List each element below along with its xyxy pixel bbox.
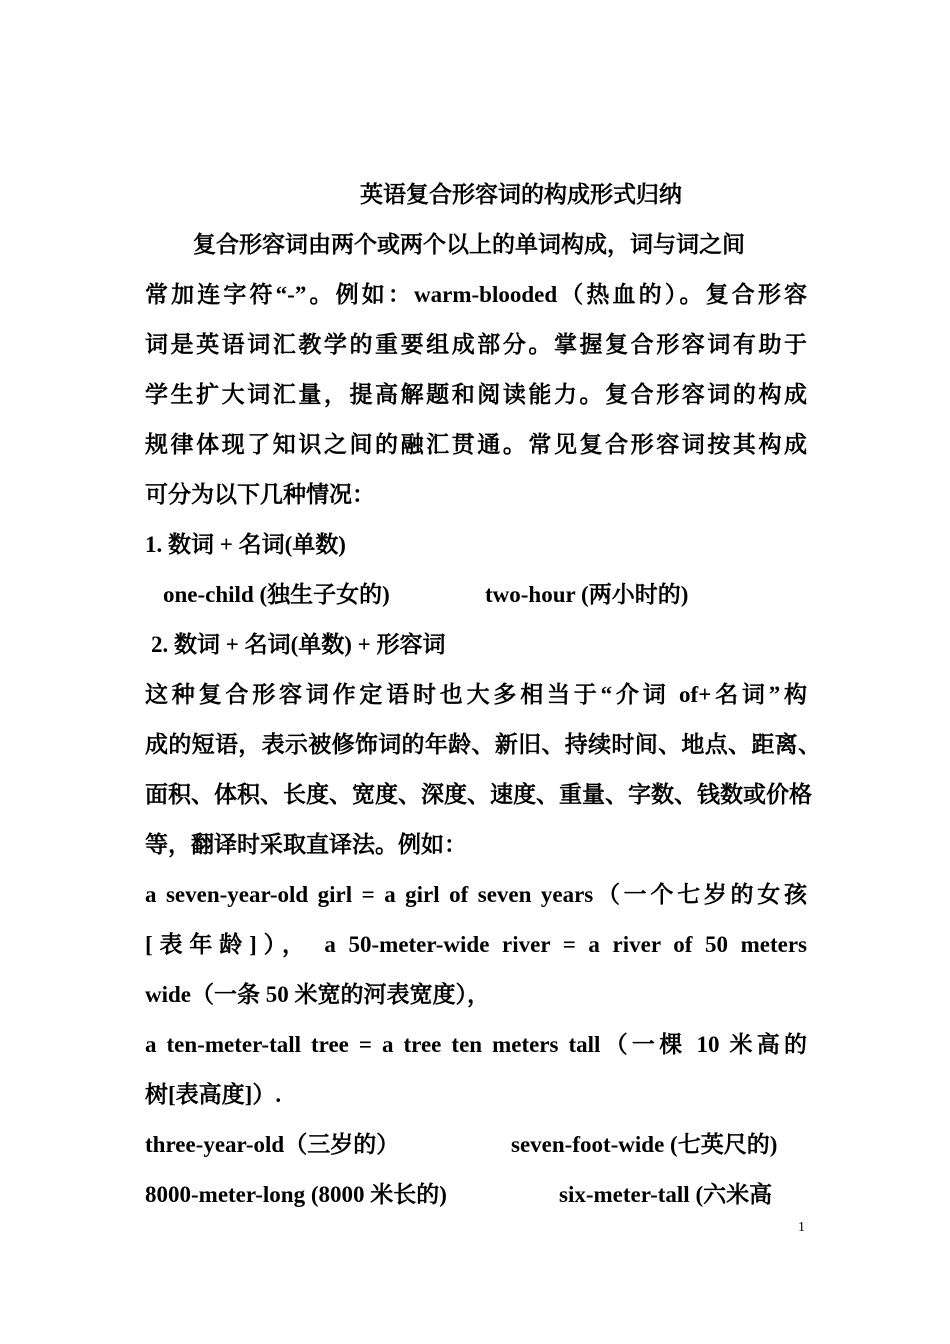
document-title: 英语复合形容词的构成形式归纳 [360, 182, 682, 207]
intro-line-3: 词是英语词汇教学的重要组成部分。掌握复合形容词有助于 [145, 332, 807, 357]
section-1-heading: 1. 数词 + 名词(单数) [145, 532, 346, 557]
example-one-child: one-child (独生子女的) [163, 582, 390, 607]
section-2-heading: 2. 数词 + 名词(单数) + 形容词 [151, 632, 446, 657]
page-number: 1 [798, 1220, 805, 1235]
section-2-desc-4: 等，翻译时采取直译法。例如： [145, 832, 467, 857]
intro-line-1: 复合形容词由两个或两个以上的单词构成，词与词之间 [193, 232, 745, 257]
example-seven-foot-wide: seven-foot-wide (七英尺的) [511, 1132, 778, 1157]
intro-line-6: 可分为以下几种情况： [145, 482, 375, 507]
example-pair-row-2 [145, 1180, 807, 1210]
example-line-3: wide（一条 50 米宽的河表宽度）， [145, 982, 490, 1007]
section-2-desc-3: 面积、体积、长度、宽度、深度、速度、重量、字数、钱数或价格 [145, 782, 812, 807]
intro-line-2: 常加连字符“-”。例如：warm-blooded（热血的）。复合形容 [145, 282, 807, 307]
example-8000-meter-long: 8000-meter-long (8000 米长的) [145, 1182, 447, 1207]
example-two-hour: two-hour (两小时的) [485, 582, 689, 607]
example-line-2: [表年龄]）， a 50-meter-wide river = a river of 50 meters [145, 932, 807, 957]
example-pair-row-1 [145, 1130, 807, 1160]
section-2-desc-2: 成的短语，表示被修饰词的年龄、新旧、持续时间、地点、距离、 [145, 732, 821, 757]
example-line-5: 树[表高度]）. [145, 1082, 282, 1107]
intro-line-4: 学生扩大词汇量，提高解题和阅读能力。复合形容词的构成 [145, 382, 807, 407]
section-2-desc-1: 这种复合形容词作定语时也大多相当于“介词 of+名词”构 [145, 682, 807, 707]
example-line-1: a seven-year-old girl = a girl of seven years（一个七岁的女孩 [145, 882, 807, 907]
section-1-examples [145, 580, 807, 610]
example-line-4: a ten-meter-tall tree = a tree ten meters tall（一棵 10 米高的 [145, 1032, 807, 1057]
example-three-year-old: three-year-old（三岁的） [145, 1132, 400, 1157]
intro-line-5: 规律体现了知识之间的融汇贯通。常见复合形容词按其构成 [145, 432, 807, 457]
example-six-meter-tall: six-meter-tall (六米高 [559, 1182, 773, 1207]
